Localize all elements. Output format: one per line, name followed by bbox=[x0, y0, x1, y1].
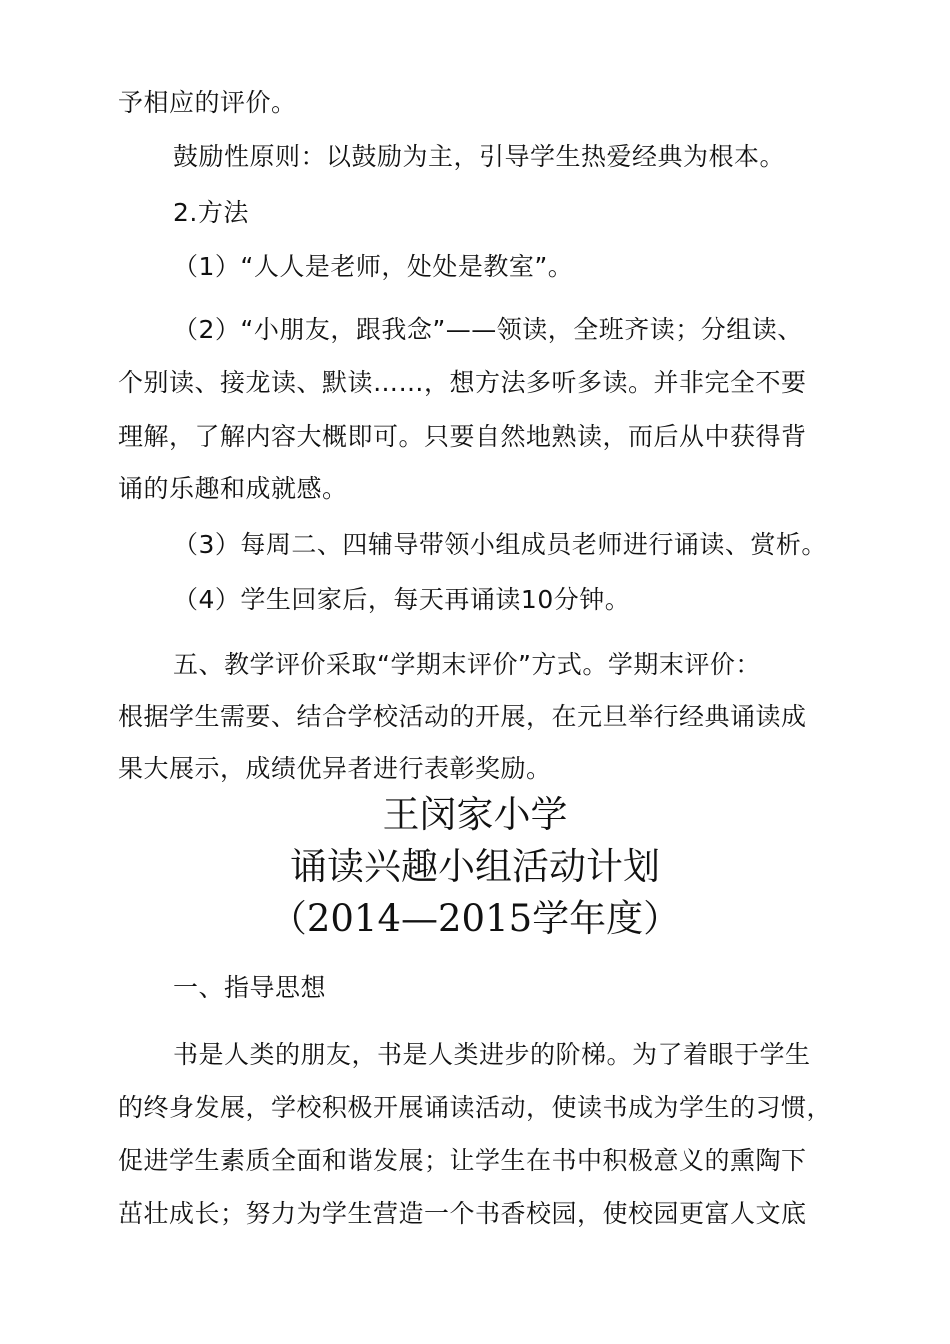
paragraph-line: 根据学生需要、结合学校活动的开展，在元旦举行经典诵读成 bbox=[118, 702, 807, 731]
paragraph-line: 的终身发展，学校积极开展诵读活动，使读书成为学生的习惯， bbox=[118, 1093, 833, 1122]
paragraph-line: 果大展示，成绩优异者进行表彰奖励。 bbox=[118, 754, 552, 783]
method-item: （1）“人人是老师，处处是教室”。 bbox=[173, 252, 574, 281]
paragraph-line: 个别读、接龙读、默读……，想方法多听多读。并非完全不要 bbox=[118, 368, 807, 397]
paragraph-line: 予相应的评价。 bbox=[118, 88, 297, 117]
plan-title: 诵读兴趣小组活动计划 bbox=[290, 845, 660, 888]
section-heading: 五、教学评价采取“学期末评价”方式。学期末评价： bbox=[173, 650, 761, 679]
paragraph-line: 诵的乐趣和成就感。 bbox=[118, 474, 348, 503]
academic-year: （2014—2015学年度） bbox=[269, 897, 681, 940]
section-heading: 一、指导思想 bbox=[173, 973, 327, 1002]
section-subheading: 2.方法 bbox=[173, 198, 249, 227]
paragraph-line: 茁壮成长；努力为学生营造一个书香校园，使校园更富人文底 bbox=[118, 1199, 807, 1228]
method-item: （2）“小朋友，跟我念”——领读，全班齐读；分组读、 bbox=[173, 315, 803, 344]
paragraph-line: 鼓励性原则：以鼓励为主，引导学生热爱经典为根本。 bbox=[173, 142, 786, 171]
paragraph-line: 促进学生素质全面和谐发展；让学生在书中积极意义的熏陶下 bbox=[118, 1146, 807, 1175]
paragraph-line: 书是人类的朋友，书是人类进步的阶梯。为了着眼于学生 bbox=[173, 1040, 811, 1069]
method-item: （3）每周二、四辅导带领小组成员老师进行诵读、赏析。 bbox=[173, 530, 827, 559]
school-name: 王闵家小学 bbox=[382, 793, 568, 836]
paragraph-line: 理解，了解内容大概即可。只要自然地熟读，而后从中获得背 bbox=[118, 422, 807, 451]
method-item: （4）学生回家后，每天再诵读10分钟。 bbox=[173, 585, 631, 614]
